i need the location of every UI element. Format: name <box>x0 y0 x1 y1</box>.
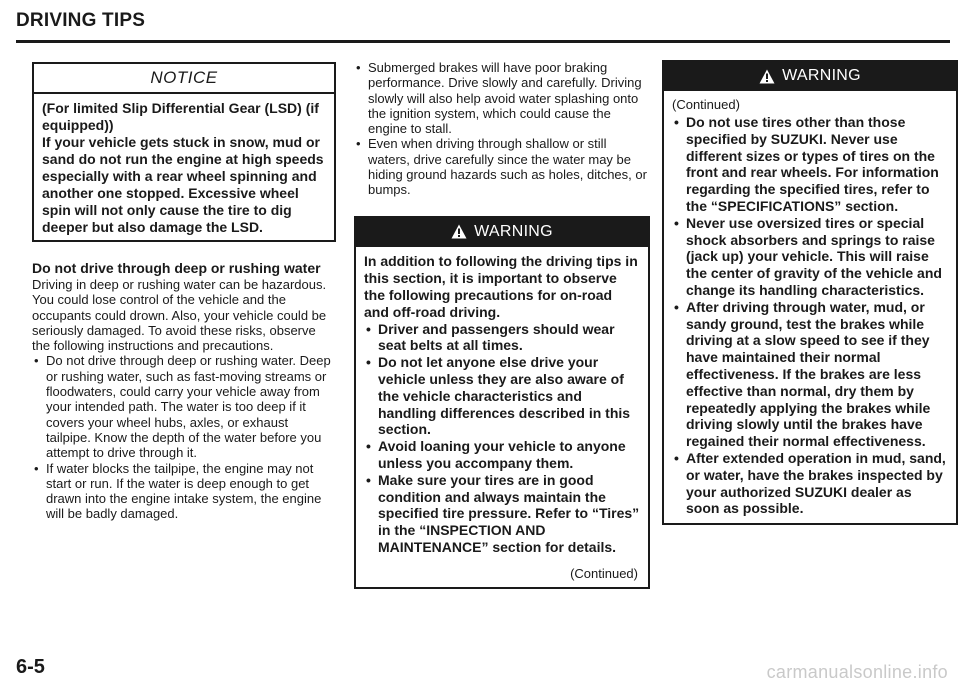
column-middle <box>354 60 650 589</box>
warning-title: WARNING <box>782 67 861 84</box>
list-item: • Even when driving through shallow or still waters, drive carefully since the water may be hiding ground hazards such as holes, ditches, or bumps. <box>354 136 650 197</box>
deep-water-intro: Driving in deep or rushing water can be hazardous. You could lose control of the vehicle and the occupants could drown. Also, your vehicle could be seriously damaged. To avoid these risks, observe the following instructions and precautions. <box>32 277 327 354</box>
warning-box <box>662 60 958 525</box>
list-item: • Do not drive through deep or rushing water. Deep or rushing water, such as fast-moving streams or floodwaters, could carry your vehicle away from your intended path. The water is too deep if it covers your wheel hubs, axles, or exhaust tailpipe. Know the depth of the water before you attempt to drive through it. <box>32 353 336 460</box>
list-item: • Make sure your tires are in good condition and always maintain the specified tire pressure. Refer to “Tires” in the “INSPECTION AND MAINTENANCE” section for details. <box>364 472 640 556</box>
continued-label: (Continued) <box>570 565 638 581</box>
list-item: • Submerged brakes will have poor braking performance. Drive slowly and carefully. Driving slowly will also help avoid water splashing onto the ignition system, which could cause the engine to stall. <box>354 60 650 136</box>
list-item: • Avoid loaning your vehicle to anyone unless you accompany them. <box>364 438 640 472</box>
list-item: • Driver and passengers should wear seat belts at all times. <box>364 321 640 355</box>
list-item: • Do not let anyone else drive your vehicle unless they are also aware of the vehicle characteristics and handling differences described in this section. <box>364 354 640 438</box>
warning-header <box>356 218 648 247</box>
notice-paragraph: If your vehicle gets stuck in snow, mud or sand do not run the engine at high speeds especially with a rear wheel spinning and another one stopped. Excessive wheel spin will not only cause the tire to dig deeper but also damage the LSD. <box>42 134 324 235</box>
warning-intro: In addition to following the driving tips in this section, it is important to observe the following precautions for on-road and off-road driving. <box>364 252 638 320</box>
list-item: • After extended operation in mud, sand, or water, have the brakes inspected by your authorized SUZUKI dealer as soon as possible. <box>672 450 948 517</box>
list-item: • If water blocks the tailpipe, the engine may not start or run. If the water is deep enough to get drawn into the engine intake system, the engine will be badly damaged. <box>32 461 336 522</box>
warning-list <box>364 321 640 556</box>
warning-list <box>672 114 948 517</box>
warning-header <box>664 62 956 91</box>
deep-water-heading: Do not drive through deep or rushing water <box>32 260 321 276</box>
warning-body <box>664 91 956 523</box>
header-rule <box>16 40 950 43</box>
notice-paragraph: (For limited Slip Differential Gear (LSD) (if equipped)) <box>42 100 319 133</box>
notice-body <box>34 94 334 240</box>
list-item: • Never use oversized tires or special shock absorbers and springs to raise (jack up) your vehicle. This will raise the center of gravity of the vehicle and change its handling characteristics. <box>672 215 948 299</box>
continued-label: (Continued) <box>672 97 740 112</box>
warning-triangle-icon <box>451 224 467 239</box>
watermark: carmanualsonline.info <box>766 662 948 682</box>
shallow-water-list <box>354 60 650 198</box>
notice-title: NOTICE <box>34 64 334 94</box>
list-item: • Do not use tires other than those specified by SUZUKI. Never use different sizes or types of tires on the front and rear wheels. For information regarding the specified tires, refer to the “SPECIFICATIONS” section. <box>672 114 948 215</box>
warning-body <box>356 247 648 587</box>
page-number: 6-5 <box>16 656 45 678</box>
warning-triangle-icon <box>759 69 775 84</box>
column-right <box>662 60 958 525</box>
deep-water-list <box>32 353 336 521</box>
page-header: DRIVING TIPS <box>16 10 146 31</box>
column-left <box>32 62 336 522</box>
notice-box <box>32 62 336 242</box>
list-item: • After driving through water, mud, or sandy ground, test the brakes while driving at a slow speed to see if they have maintained their normal effectiveness. If the brakes are less effective than normal, dry them by repeatedly applying the brakes while driving slowly until the brakes have regained their normal effectiveness. <box>672 299 948 450</box>
warning-title: WARNING <box>474 222 553 240</box>
warning-box <box>354 216 650 589</box>
